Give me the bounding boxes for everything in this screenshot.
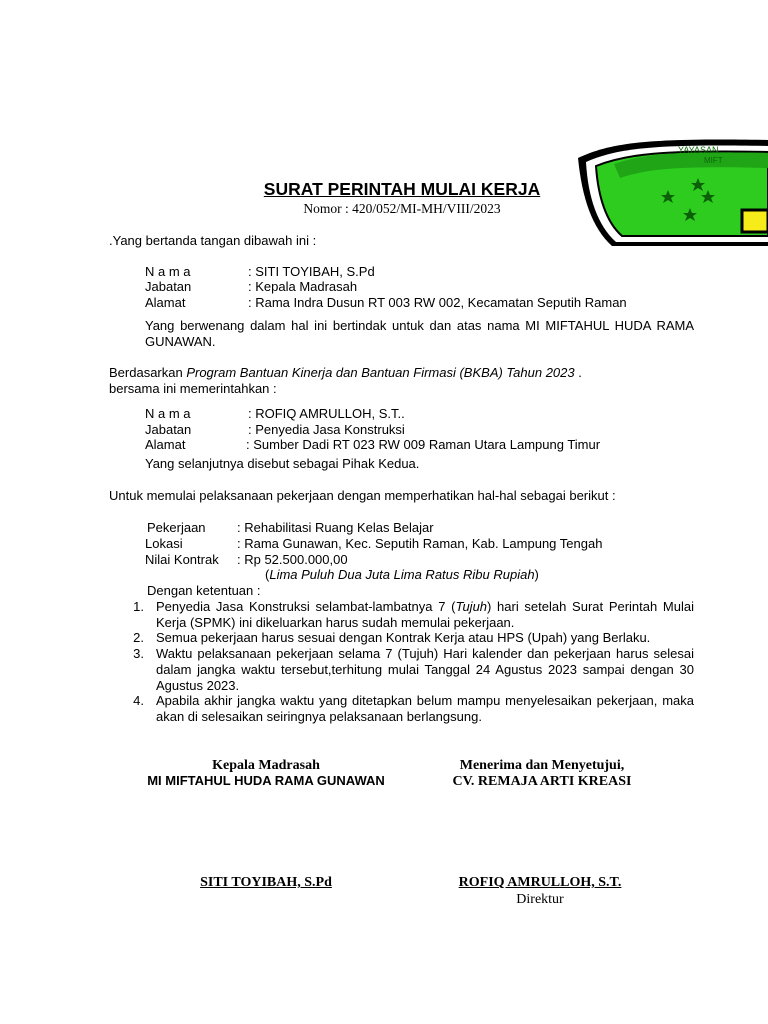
order-line: bersama ini memerintahkan : [109,381,277,396]
work-value-value: : Rp 52.500.000,00 [237,552,348,567]
right-signer-org: CV. REMAJA ARTI KREASI [452,774,632,789]
work-job-label: Pekerjaan [147,520,206,535]
work-job-value: : Rehabilitasi Ruang Kelas Belajar [237,520,434,535]
second-party-address-value: : Sumber Dadi RT 023 RW 009 Raman Utara Lampung Timur [246,437,601,452]
condition-number: 2. [133,630,144,645]
letter-number: Nomor : 420/052/MI-MH/VIII/2023 [303,201,501,216]
condition-item: Waktu pelaksanaan pekerjaan selama 7 (Tujuh) Hari kalender dan pekerjaan harus selesai dalam jangka waktu tersebut,terhitung mulai Tanggal 24 Agustus 2023 sampai dengan 30 Agustus 2023. [156,646,694,693]
first-party-name-value: : SITI TOYIBAH, S.Pd [248,264,375,279]
work-location-label: Lokasi [145,536,183,551]
work-value-label: Nilai Kontrak [145,552,219,567]
work-location-value: : Rama Gunawan, Kec. Seputih Raman, Kab. Lampung Tengah [237,536,603,551]
right-signer-title: Menerima dan Menyetujui, [459,758,625,773]
first-party-position-value: : Kepala Madrasah [248,279,358,294]
condition-item: Apabila akhir jangka waktu yang ditetapkan belum mampu menyelesaikan pekerjaan, maka akan di selesaikan seiringnya pelaksanaan berlangsung. [156,693,694,724]
condition-number: 1. [133,599,144,614]
svg-text:YAYASAN: YAYASAN [678,145,719,155]
second-party-name-label: N a m a [145,406,191,421]
second-party-name-value: : ROFIQ AMRULLOH, S.T.. [248,406,405,421]
left-signer-name: SITI TOYIBAH, S.Pd [200,875,332,890]
first-party-name-label: N a m a [145,264,191,279]
condition-item: Penyedia Jasa Konstruksi selambat-lambatnya 7 (Tujuh) hari setelah Surat Perintah Mulai Kerja (SPMK) ini dikeluarkan harus sudah memulai pekerjaan. [156,599,694,630]
authority-paragraph: Yang berwenang dalam hal ini bertindak untuk dan atas nama MI MIFTAHUL HUDA RAMA GUNAWAN. [145,318,694,349]
instruction-line: Untuk memulai pelaksanaan pekerjaan dengan memperhatikan hal-hal sebagai berikut : [109,488,616,503]
svg-text:MIFT: MIFT [704,156,723,165]
second-party-address-label: Alamat [145,437,186,452]
letter-title: SURAT PERINTAH MULAI KERJA [263,179,541,199]
work-value-words: (Lima Puluh Dua Juta Lima Ratus Ribu Rupiah) [265,567,539,582]
opening-line: .Yang bertanda tangan dibawah ini : [109,233,317,248]
conditions-label: Dengan ketentuan : [147,583,261,598]
left-signer-title: Kepala Madrasah [212,758,320,773]
condition-number: 3. [133,646,144,661]
condition-number: 4. [133,693,144,708]
right-signer-name: ROFIQ AMRULLOH, S.T. [458,875,622,890]
first-party-position-label: Jabatan [145,279,192,294]
condition-item: Semua pekerjaan harus sesuai dengan Kontrak Kerja atau HPS (Upah) yang Berlaku. [156,630,651,645]
first-party-address-label: Alamat [145,295,186,310]
left-signer-org: MI MIFTAHUL HUDA RAMA GUNAWAN [147,773,385,788]
second-party-note: Yang selanjutnya disebut sebagai Pihak Kedua. [145,456,420,471]
second-party-position-label: Jabatan [145,422,192,437]
right-signer-role: Direktur [516,892,564,907]
basis-line: Berdasarkan Program Bantuan Kinerja dan Bantuan Firmasi (BKBA) Tahun 2023 . [109,365,582,380]
first-party-address-value: : Rama Indra Dusun RT 003 RW 002, Kecamatan Seputih Raman [248,295,627,310]
second-party-position-value: : Penyedia Jasa Konstruksi [248,422,405,437]
